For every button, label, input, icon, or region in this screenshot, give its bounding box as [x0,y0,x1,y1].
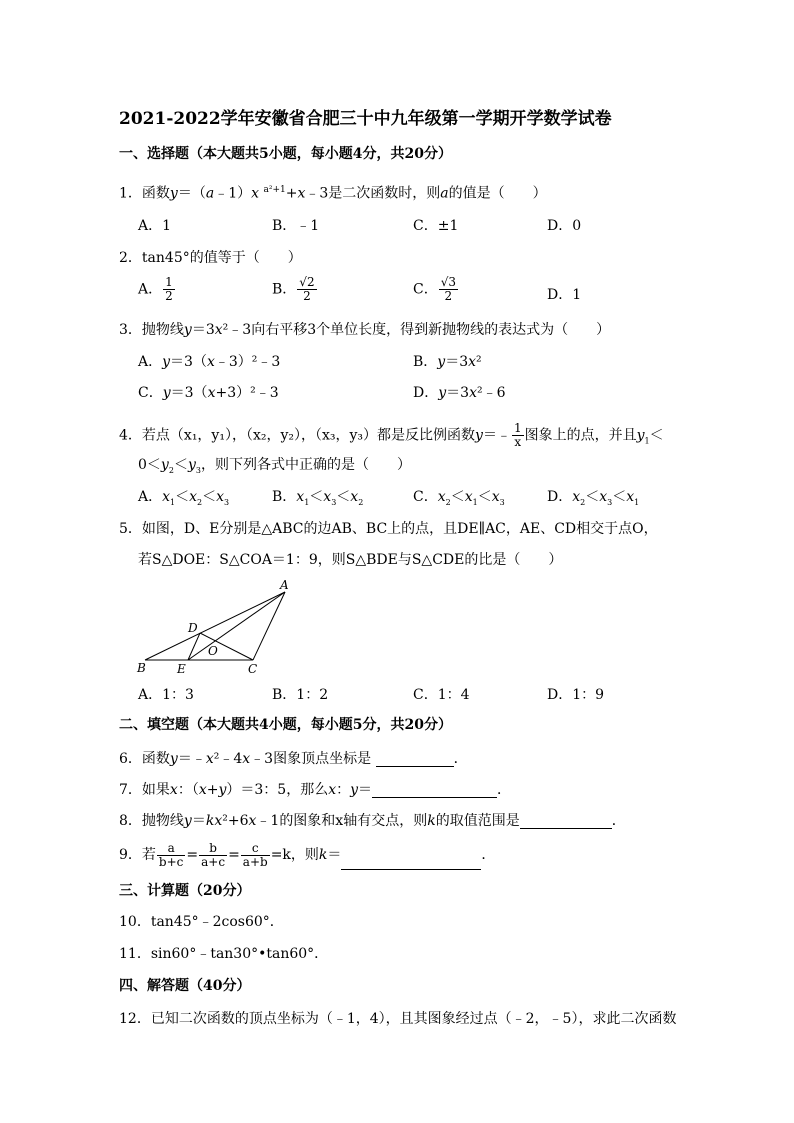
q2-option-d: D．1 [547,287,582,303]
q4-option-c: C．$x_2<x_1<x_3$ [413,489,505,507]
question-9: 9．若 $\frac{a}{b+c}$ = $\frac{b}{a+c}$ = $\frac{c}{a+b}$ =k，则k＝ ． [119,840,496,869]
q3-option-c: C．y＝3（x+3）²﹣3 [138,385,279,401]
triangle-figure [130,576,300,676]
question-2: 2．tan45°的值等于（ ） [119,250,302,266]
label-O: O [208,644,218,658]
fraction-one-half: $\frac{1}{2}$ [165,275,173,303]
section-heading-solve: 四、解答题（40分） [119,978,251,994]
label-B: B [137,661,146,675]
question-11: 11．sin60°﹣tan30°•tan60°． [119,946,329,962]
answer-blank[interactable] [520,814,612,829]
section-heading-fill: 二、填空题（本大题共4小题，每小题5分，共20分） [119,717,452,733]
label-C: C [248,662,258,676]
q2-option-b: B． $\frac{√2}{2}$ [272,275,315,303]
q5-option-c: C．1：4 [413,687,470,703]
answer-blank[interactable] [341,855,481,870]
q3-option-d: D．y＝3x²﹣6 [413,385,506,401]
q1-option-c: C．±1 [413,218,459,234]
q2-option-c: C． $\frac{√3}{2}$ [413,275,456,303]
q3-option-a: A．y＝3（x﹣3）²﹣3 [138,354,281,370]
question-5-line2: 若S△DOE：S△COA＝1：9，则S△BDE与S△CDE的比是（ ） [138,552,563,568]
q2-option-a: A． $\frac{1}{2}$ [138,275,173,303]
fraction-1-over-x: $\frac{1}{x}$ [513,421,522,449]
question-4-line1: 4．若点（x₁，y₁），（x₂，y₂），（x₃，y₃）都是反比例函数y＝﹣ $\frac{1}{x}$ 图象上的点，并且$y_1<$ [119,421,664,449]
q5-option-b: B．1：2 [272,687,329,703]
q4-option-b: B．$x_1<x_3<x_2$ [272,489,364,507]
page-title: 2021-2022学年安徽省合肥三十中九年级第一学期开学数学试卷 [119,109,612,129]
section-heading-calc: 三、计算题（20分） [119,883,251,899]
question-7: 7．如果x：（x+y）＝3：5，那么x：y＝ ． [119,782,512,798]
q1-option-b: B．﹣1 [272,218,320,234]
q5-option-d: D．1：9 [547,687,605,703]
question-8: 8．抛物线y＝kx²+6x﹣1的图象和x轴有交点，则k的取值范围是 ． [119,813,626,829]
q4-option-d: D．$x_2<x_3<x_1$ [547,489,640,507]
fraction-root3-over-2: $\frac{√3}{2}$ [440,275,456,303]
label-A: A [280,578,289,592]
question-12: 12．已知二次函数的顶点坐标为（﹣1，4），且其图象经过点（﹣2，﹣5），求此二次函数 [119,1011,677,1027]
section-heading-choice: 一、选择题（本大题共5小题，每小题4分，共20分） [119,146,452,162]
q3-option-b: B．y＝3x² [413,354,482,370]
question-3: 3．抛物线y＝3x²﹣3向右平移3个单位长度，得到新抛物线的表达式为（ ） [119,322,611,338]
question-4-line2: $0<y_2<y_3$，则下列各式中正确的是（ ） [138,457,411,475]
q5-option-a: A．1：3 [138,687,194,703]
answer-blank[interactable] [376,752,454,767]
label-D: D [188,621,198,635]
q1-option-a: A．1 [138,218,172,234]
q4-option-a: A．$x_1<x_2<x_3$ [138,489,230,507]
question-10: 10．tan45°﹣2cos60°． [119,914,284,930]
fraction-root2-over-2: $\frac{√2}{2}$ [299,275,315,303]
q1-option-d: D．0 [547,218,582,234]
question-5-line1: 5．如图，D、E分别是△ABC的边AB、BC上的点，且DE∥AC，AE、CD相交于点O， [119,521,658,537]
label-E: E [177,662,186,676]
question-6: 6．函数y＝﹣x²﹣4x﹣3图象顶点坐标是 ． [119,751,468,767]
question-1: 1．函数y＝（a﹣1）x $^{a^2+1}$+x﹣3是二次函数时，则a的值是（ ） [119,185,547,202]
answer-blank[interactable] [372,783,497,798]
